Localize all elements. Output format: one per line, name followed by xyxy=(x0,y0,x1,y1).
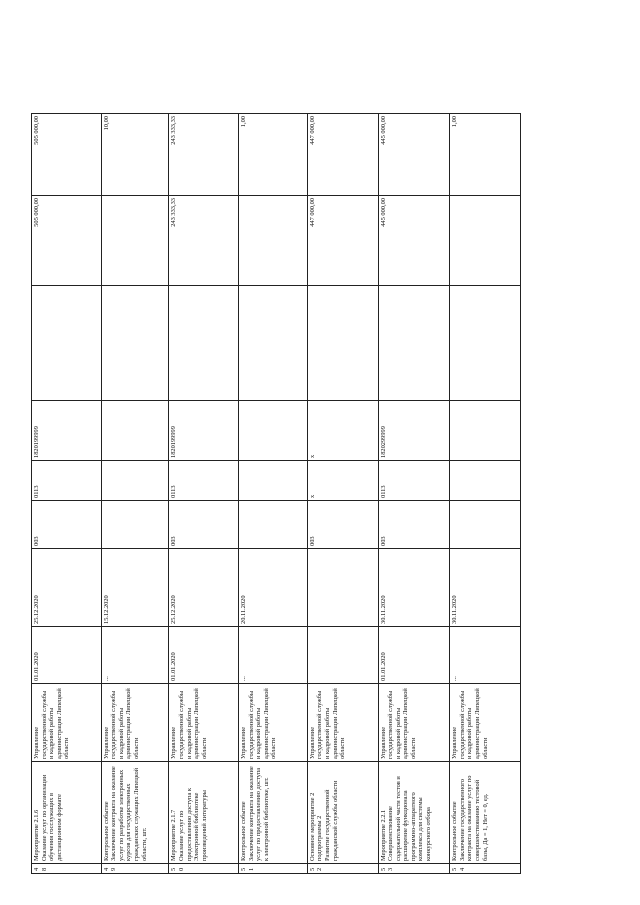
event-name-cell: Контрольное событие Заключение контракта на оказание услуг по предоставлению доступа к электронной библиотеке, шт. xyxy=(239,762,308,864)
total-amount-cell xyxy=(239,196,308,286)
total-amount-cell: 445 000,00 xyxy=(378,196,450,286)
final-value-cell: 445 000,00 xyxy=(378,114,450,196)
vr-code-cell xyxy=(169,286,239,401)
rzpr-code-cell xyxy=(450,461,521,501)
table-row xyxy=(32,114,102,874)
event-name-cell: Контрольное событие Заключение контракта на оказание услуг по разработке электронных курсов для государственных гражданских служащих Липецкой области, шт. xyxy=(101,762,169,864)
rzpr-code-cell xyxy=(101,461,169,501)
executor-cell: Управление государственной службы и кадровой работы администрации Липецкой области xyxy=(32,684,102,762)
csr-code-cell xyxy=(101,401,169,461)
rzpr-code-cell: 0113 xyxy=(378,461,450,501)
end-date-cell xyxy=(307,549,378,627)
grbs-code-cell: 003 xyxy=(378,501,450,549)
vr-code-cell xyxy=(101,286,169,401)
event-name-cell: Контрольное событие Заключение государственного контракта на оказание услуг по совершенствованию тестовой базы, Да = 1, Нет = 0, ед. xyxy=(450,762,521,864)
start-date-cell: 01.01.2020 xyxy=(169,627,239,684)
rotated-table-frame xyxy=(31,114,521,874)
rzpr-code-cell: 0113 xyxy=(32,461,102,501)
row-number-cell: 54 xyxy=(450,864,521,874)
vr-code-cell xyxy=(32,286,102,401)
executor-cell: Управление государственной службы и кадровой работы администрации Липецкой области xyxy=(307,684,378,762)
csr-code-cell xyxy=(450,401,521,461)
executor-cell: Управление государственной службы и кадровой работы администрации Липецкой области xyxy=(378,684,450,762)
row-number-cell: 51 xyxy=(239,864,308,874)
final-value-cell: 1,00 xyxy=(239,114,308,196)
row-number-cell: 53 xyxy=(378,864,450,874)
vr-code-cell xyxy=(378,286,450,401)
row-number-cell: 49 xyxy=(101,864,169,874)
table-row xyxy=(101,114,169,874)
executor-cell: Управление государственной службы и кадровой работы администрации Липецкой области xyxy=(450,684,521,762)
table-row xyxy=(307,114,378,874)
final-value-cell: 447 000,00 xyxy=(307,114,378,196)
executor-cell: Управление государственной службы и кадровой работы администрации Липецкой области xyxy=(101,684,169,762)
executor-cell: Управление государственной службы и кадровой работы администрации Липецкой области xyxy=(239,684,308,762)
grbs-code-cell: 003 xyxy=(307,501,378,549)
end-date-cell: 30.11.2020 xyxy=(450,549,521,627)
final-value-cell: 1,00 xyxy=(450,114,521,196)
start-date-cell: 01.01.2020 xyxy=(32,627,102,684)
total-amount-cell: 447 000,00 xyxy=(307,196,378,286)
rzpr-code-cell xyxy=(239,461,308,501)
start-date-cell: ... xyxy=(101,627,169,684)
total-amount-cell xyxy=(450,196,521,286)
csr-code-cell: 1820199999 xyxy=(169,401,239,461)
grbs-code-cell xyxy=(239,501,308,549)
end-date-cell: 15.12.2020 xyxy=(101,549,169,627)
end-date-cell: 30.11.2020 xyxy=(378,549,450,627)
row-number-cell: 52 xyxy=(307,864,378,874)
total-amount-cell: 505 000,00 xyxy=(32,196,102,286)
event-name-cell: Основное мероприятие 2 подпрограммы 2 Развитие государственной гражданской службы области xyxy=(307,762,378,864)
event-name-cell: Мероприятие 2.1.7 Оказание услуг по предоставлению доступа к Электронной библиотеке произведений литературы xyxy=(169,762,239,864)
start-date-cell: ... xyxy=(450,627,521,684)
table-row xyxy=(450,114,521,874)
budget-table xyxy=(31,113,521,874)
vr-code-cell xyxy=(239,286,308,401)
csr-code-cell: 1820299999 xyxy=(378,401,450,461)
final-value-cell: 505 000,00 xyxy=(32,114,102,196)
end-date-cell: 25.12.2020 xyxy=(169,549,239,627)
csr-code-cell xyxy=(239,401,308,461)
grbs-code-cell: 003 xyxy=(32,501,102,549)
grbs-code-cell xyxy=(101,501,169,549)
row-number-cell: 48 xyxy=(32,864,102,874)
vr-code-cell xyxy=(450,286,521,401)
table-row xyxy=(378,114,450,874)
total-amount-cell: 243 333,33 xyxy=(169,196,239,286)
rzpr-code-cell: 0113 xyxy=(169,461,239,501)
event-name-cell: Мероприятие 2.2.1 Совершенствование содержательной части тестов и расширение функционала программно-аппаратного комплекса для системы конкурсного отбора xyxy=(378,762,450,864)
grbs-code-cell: 003 xyxy=(169,501,239,549)
csr-code-cell: 1820199999 xyxy=(32,401,102,461)
row-number-cell: 50 xyxy=(169,864,239,874)
table-row xyxy=(239,114,308,874)
vr-code-cell xyxy=(307,286,378,401)
start-date-cell xyxy=(307,627,378,684)
start-date-cell: 01.01.2020 xyxy=(378,627,450,684)
csr-code-cell: x xyxy=(307,401,378,461)
end-date-cell: 20.11.2020 xyxy=(239,549,308,627)
final-value-cell: 243 333,33 xyxy=(169,114,239,196)
final-value-cell: 10,00 xyxy=(101,114,169,196)
table-row xyxy=(169,114,239,874)
start-date-cell: ... xyxy=(239,627,308,684)
total-amount-cell xyxy=(101,196,169,286)
end-date-cell: 25.12.2020 xyxy=(32,549,102,627)
event-name-cell: Мероприятие 2.1.6 Оказание услуг по организации обучения госслужащих в дистанционном формате xyxy=(32,762,102,864)
executor-cell: Управление государственной службы и кадровой работы администрации Липецкой области xyxy=(169,684,239,762)
grbs-code-cell xyxy=(450,501,521,549)
rzpr-code-cell: x xyxy=(307,461,378,501)
